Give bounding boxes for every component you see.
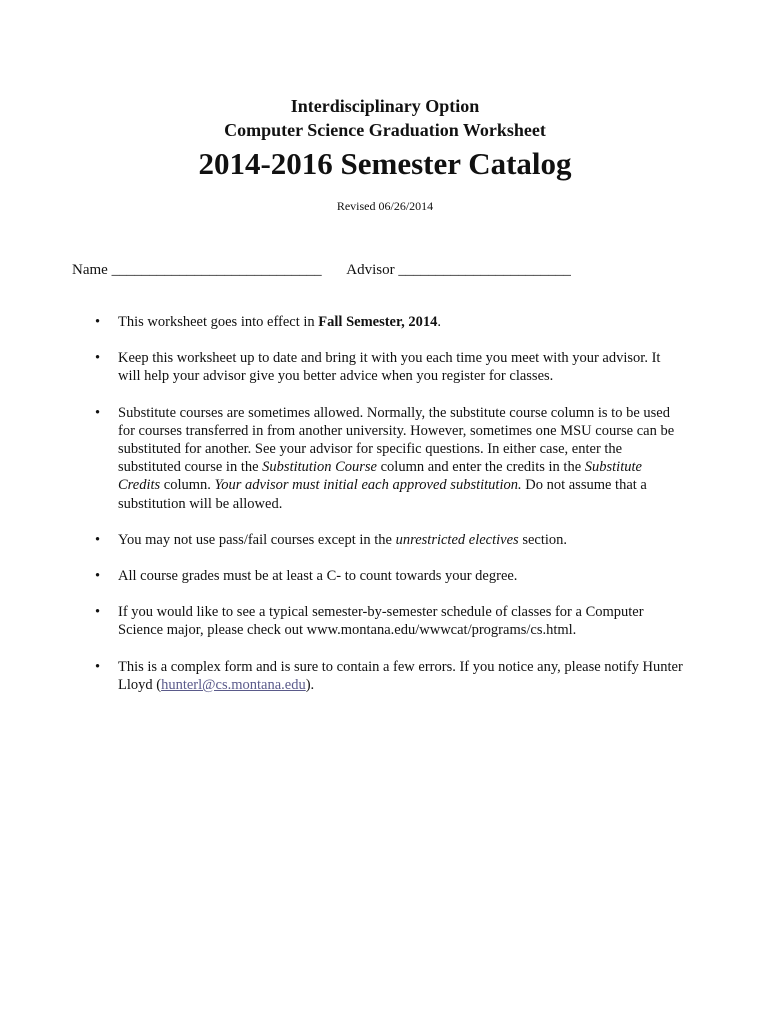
instructions-list (0, 313, 686, 712)
document-header (0, 94, 770, 214)
bullet-grades: • All course grades must be at least a C- to count towards your degree. (118, 567, 686, 585)
name-field[interactable]: ____________________________ (111, 262, 322, 278)
bullet-schedule: • If you would like to see a typical semester-by-semester schedule of classes for a Computer Science major, please check out www.montana.edu/wwwcat/programs/cs.html. (118, 603, 686, 639)
bullet-substitutions: • Substitute courses are sometimes allowed. Normally, the substitute course column is to be used for courses transferred in from another university. However, sometimes one MSU course can be substituted for another. See your advisor for specific questions. In either case, enter the substituted course in the Substitution Course column and enter the credits in the Substitute Credits column. Your advisor must initial each approved substitution. Do not assume that a substitution will be allowed. (118, 404, 686, 513)
contact-email-link[interactable]: hunterl@cs.montana.edu (161, 676, 306, 693)
bullet-pass-fail: • You may not use pass/fail courses except in the unrestricted electives section. (118, 531, 686, 549)
option-title: Interdisciplinary Option (290, 96, 480, 116)
advisor-label: Advisor (346, 262, 395, 278)
bullet-errors: • This is a complex form and is sure to contain a few errors. If you notice any, please notify Hunter Lloyd (hunterl@cs.montana.edu). (118, 658, 686, 694)
name-label: Name (72, 262, 108, 278)
worksheet-title: Computer Science Graduation Worksheet (224, 120, 546, 140)
bullet-effective-date: • This worksheet goes into effect in Fall Semester, 2014. (118, 313, 686, 331)
advisor-field[interactable]: _______________________ (398, 262, 571, 278)
name-advisor-fields (72, 262, 571, 279)
bullet-keep-updated: • Keep this worksheet up to date and bring it with you each time you meet with your advisor. It will help your advisor give you better advice when you register for classes. (118, 349, 686, 385)
catalog-title: 2014-2016 Semester Catalog (198, 146, 572, 181)
revised-date: Revised 06/26/2014 (336, 199, 434, 213)
